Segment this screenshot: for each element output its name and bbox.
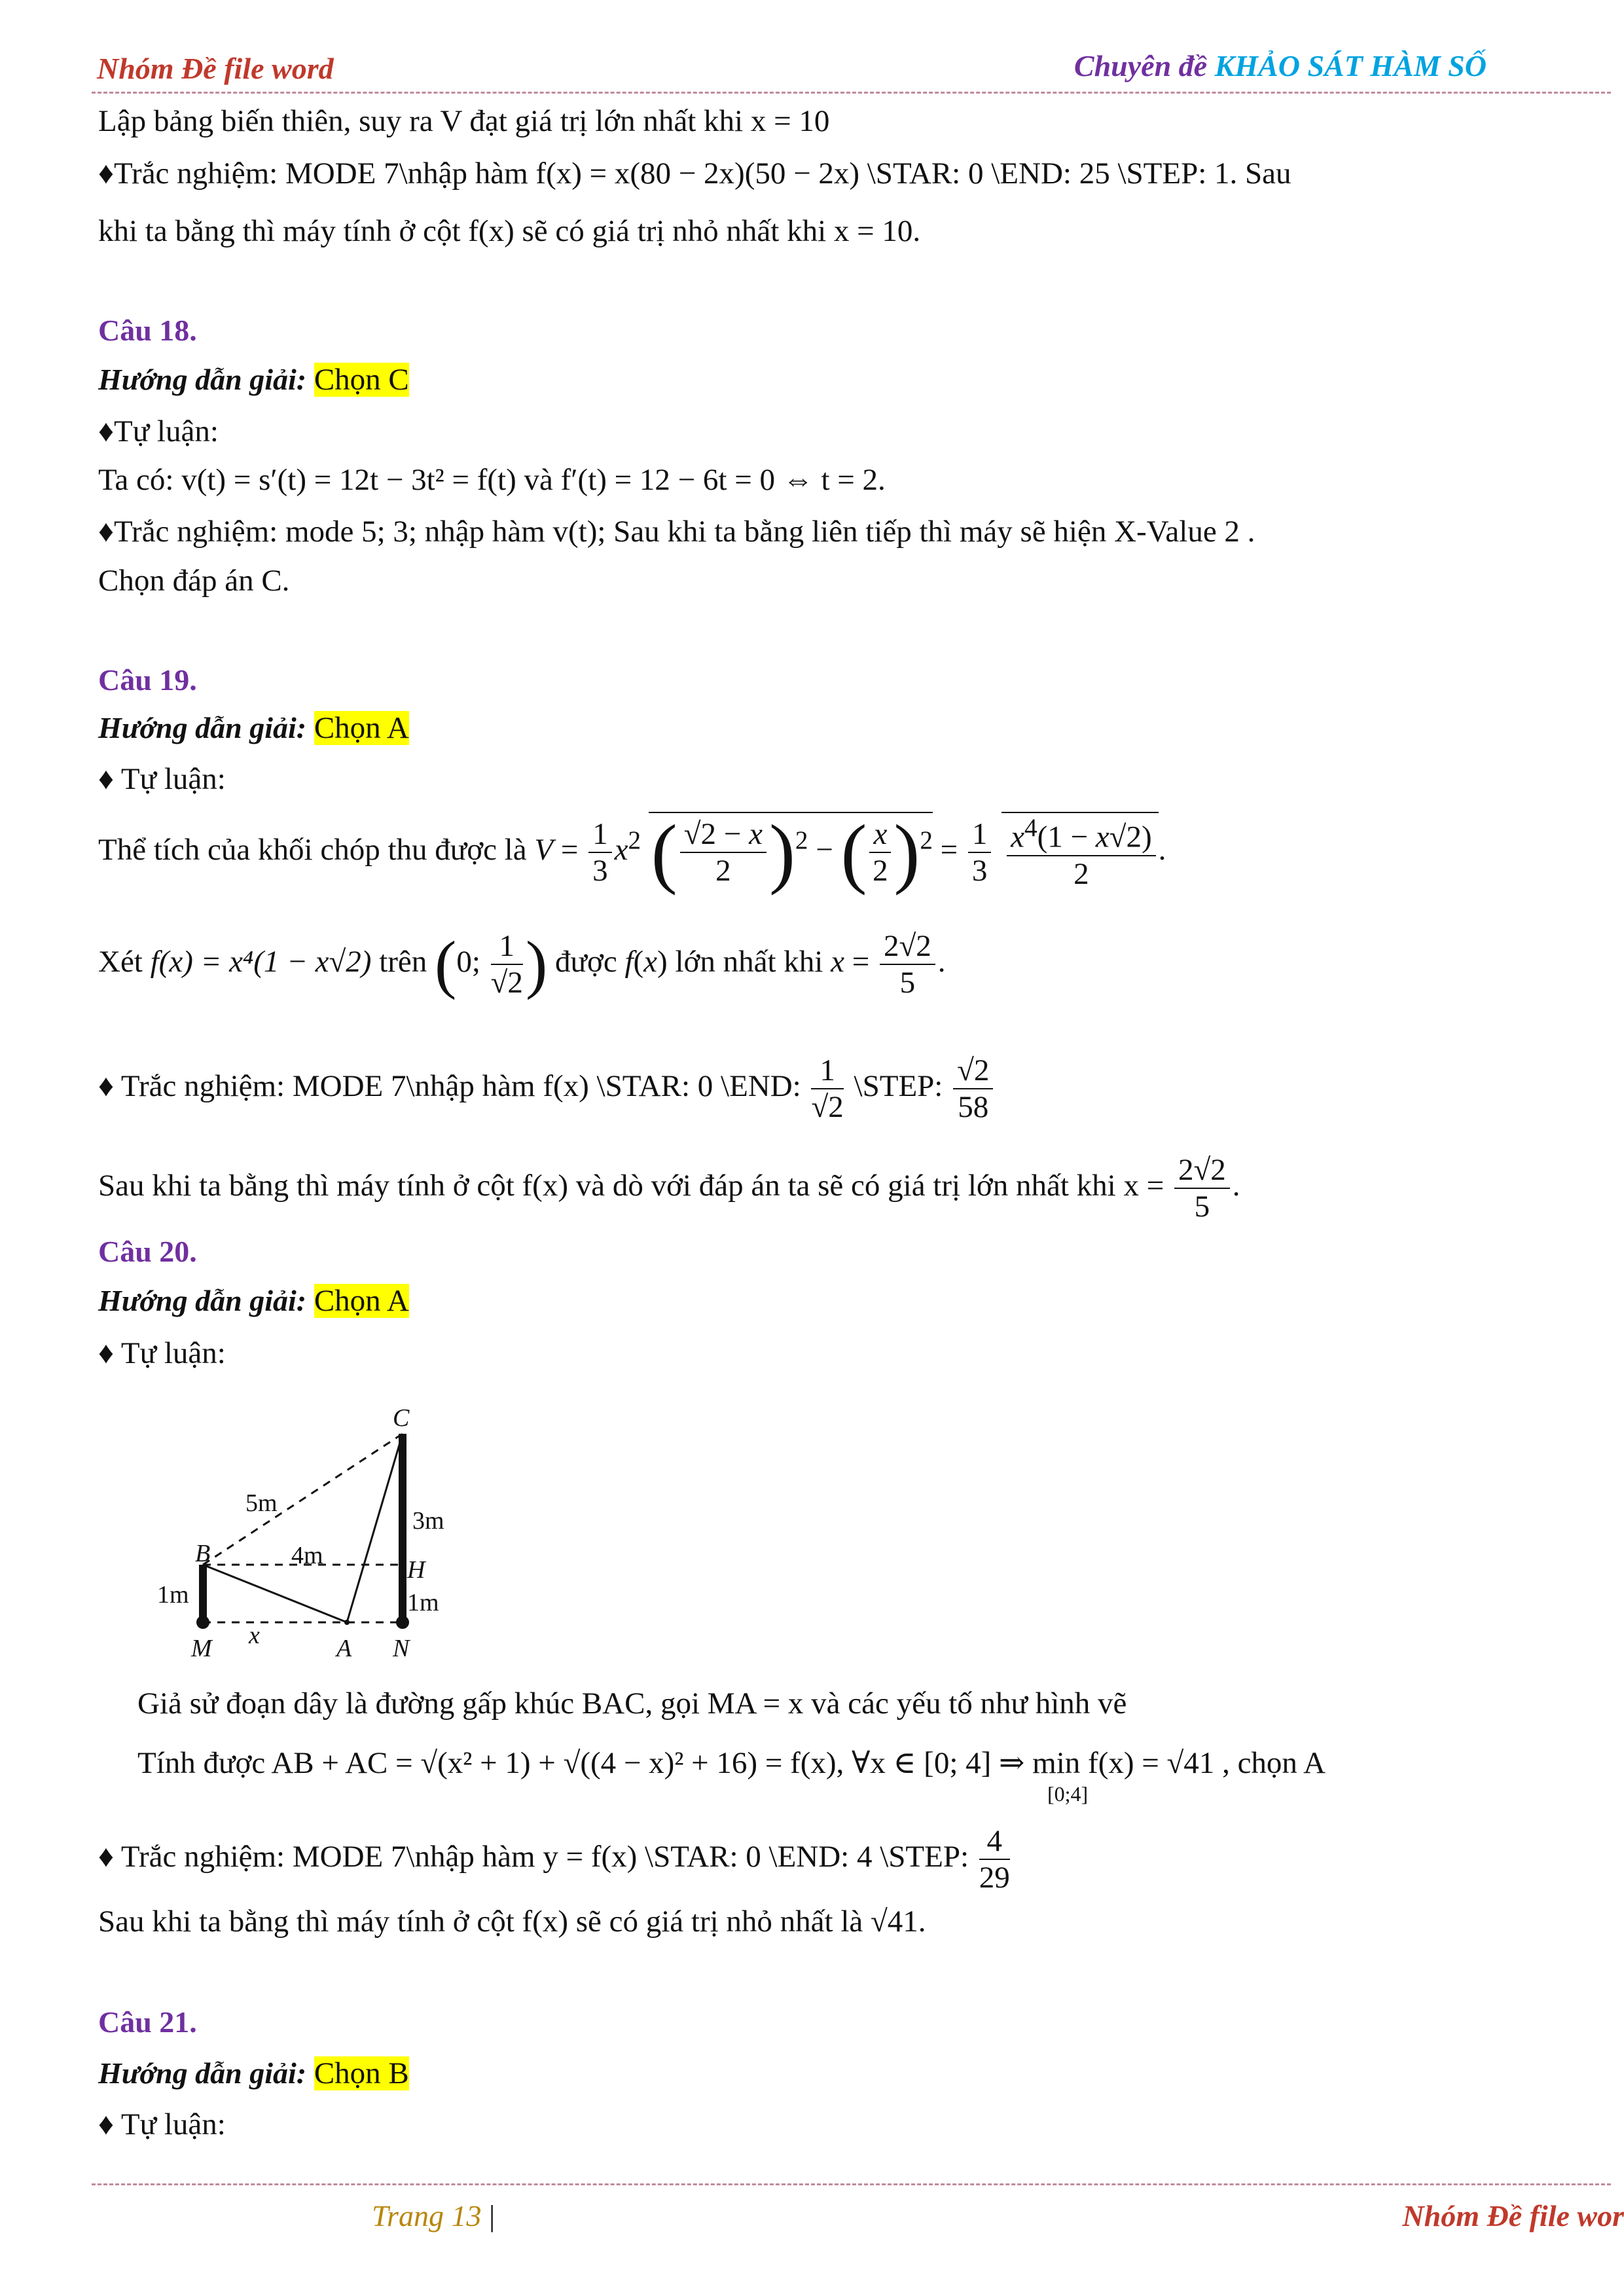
q21-guide [98,2056,409,2091]
q18-guide-label: Hướng dẫn giải: [98,363,307,396]
label-1m-right: 1m [407,1589,439,1616]
q19-choice: Chọn A [314,711,409,745]
q18-tl: ♦Tự luận: [98,414,219,448]
footer-page [372,2198,495,2233]
q21-title: Câu 21. [98,2005,197,2039]
q20-tn: ♦ Trắc nghiệm: MODE 7\nhập hàm y = f(x) \STAR: 0 \END: 4 \STEP: $\frac{4}{29}$ [98,1824,1010,1895]
header-rule [92,92,1611,94]
q18-title: Câu 18. [98,314,197,347]
q20-line-2-text: Tính được AB + AC = √(x² + 1) + √((4 − x)² + 16) = f(x), ∀x ∈ [0; 4] ⇒ min f(x) = √41 [137,1746,1215,1780]
q18-line-3: Chọn đáp án C. [98,564,290,598]
q19-sau-text: Sau khi ta bằng thì máy tính ở cột f(x) và dò với đáp án ta sẽ có giá trị lớn nhất khi x = [98,1168,1164,1203]
q19-tn-text: ♦ Trắc nghiệm: MODE 7\nhập hàm f(x) \STAR: 0 \END: [98,1068,801,1103]
q21-guide-label: Hướng dẫn giải: [98,2056,307,2090]
label-1m-left: 1m [157,1581,189,1609]
q18-choice: Chọn C [314,363,409,397]
q20-guide [98,1283,409,1319]
footer-right: Nhóm Đề file wor [1402,2199,1624,2232]
q20-line-2 [137,1745,1326,1781]
q19-title: Câu 19. [98,663,197,697]
q19-guide [98,710,409,746]
q19-fx: f(x) = x⁴(1 − x√2) [150,944,372,979]
segment-ac [347,1434,403,1622]
q21-choice: Chọn B [314,2056,409,2090]
q19-duoc: được [555,944,617,979]
q20-tl: ♦ Tự luận: [98,1336,226,1370]
label-3m: 3m [412,1507,444,1535]
q19-volume-text: Thể tích của khối chóp thu được là [98,832,527,867]
q20-title: Câu 20. [98,1235,197,1268]
segment-ba [203,1565,347,1622]
q19-sau: Sau khi ta bằng thì máy tính ở cột f(x) và dò với đáp án ta sẽ có giá trị lớn nhất khi x = $\frac{2√2}{5}$ . [98,1153,1240,1224]
header-topic: KHẢO SÁT HÀM SỐ [1214,49,1487,82]
label-a: A [336,1635,352,1662]
header-left: Nhóm Đề file word [97,52,334,85]
q20-sau: Sau khi ta bằng thì máy tính ở cột f(x) sẽ có giá trị nhỏ nhất là √41. [98,1904,926,1939]
q20-tn-text: ♦ Trắc nghiệm: MODE 7\nhập hàm y = f(x) \STAR: 0 \END: 4 \STEP: [98,1839,969,1874]
q18-line-2: ♦Trắc nghiệm: mode 5; 3; nhập hàm v(t); Sau khi ta bằng liên tiếp thì máy sẽ hiện X-Value 2 . [98,515,1255,549]
q20-guide-label: Hướng dẫn giải: [98,1284,307,1317]
q19-step: \STEP: [854,1068,943,1103]
label-h: H [407,1556,425,1584]
footer-rule [92,2183,1611,2185]
q19-tn: ♦ Trắc nghiệm: MODE 7\nhập hàm f(x) \STAR: 0 \END: $\frac{1}{√2}$ \STEP: $\frac{√2}{58}$ [98,1053,996,1125]
q19-tl: ♦ Tự luận: [98,762,226,796]
header-prefix: Chuyên đề [1074,49,1215,82]
label-m: M [191,1635,212,1662]
label-x: x [249,1622,260,1649]
q19-xet: Xét f(x) = x⁴(1 − x√2) trên (0; $\frac{1}{√2}$ ) được f(x) lớn nhất khi x = $\frac{2√2}{5}$ . [98,928,946,1001]
q19-guide-label: Hướng dẫn giải: [98,711,307,744]
q19-volume: Thể tích của khối chóp thu được là V = $\frac{1}{3}$ $x^2$ ( $\frac{√2 - x}{2}$ )$^2$ − ( $\frac{x}{2}$ )$^2$ = $\frac{1}{3}$ $\frac{x^4(1 - x√2)}{2}$ . [98,809,1166,896]
label-5m: 5m [245,1489,278,1517]
intro-line-2: ♦Trắc nghiệm: MODE 7\nhập hàm f(x) = x(80 − 2x)(50 − 2x) \STAR: 0 \END: 25 \STEP: 1. Sau [98,156,1291,191]
q21-tl: ♦ Tự luận: [98,2107,226,2141]
q19-lonnhat: lớn nhất khi [675,944,823,979]
header-right [1074,48,1487,83]
q19-xet-label: Xét [98,944,143,979]
q20-choice: Chọn A [314,1284,409,1318]
intro-line-1: Lập bảng biến thiên, suy ra V đạt giá trị lớn nhất khi x = 10 [98,104,830,138]
point-n [396,1616,409,1629]
q20-line-2-end: , chọn A [1222,1746,1326,1780]
point-a [344,1620,350,1625]
footer-page-label: Trang 13 [372,2199,482,2232]
point-m [196,1616,209,1629]
label-b: B [195,1540,211,1567]
intro-line-3: khi ta bằng thì máy tính ở cột f(x) sẽ có giá trị nhỏ nhất khi x = 10. [98,214,921,248]
q20-line-1: Giả sử đoạn dây là đường gấp khúc BAC, gọi MA = x và các yếu tố như hình vẽ [137,1686,1127,1721]
q20-min-subscript: [0;4] [1047,1782,1089,1806]
footer-sep: | [488,2199,496,2232]
q20-diagram [151,1394,491,1669]
q18-guide [98,362,409,397]
label-c: C [393,1404,410,1432]
label-4m: 4m [291,1542,323,1569]
label-n: N [393,1635,410,1662]
q18-line-1: Ta có: v(t) = s′(t) = 12t − 3t² = f(t) và f′(t) = 12 − 6t = 0 ⇔ t = 2. [98,463,886,497]
q19-tren: trên [379,944,427,979]
